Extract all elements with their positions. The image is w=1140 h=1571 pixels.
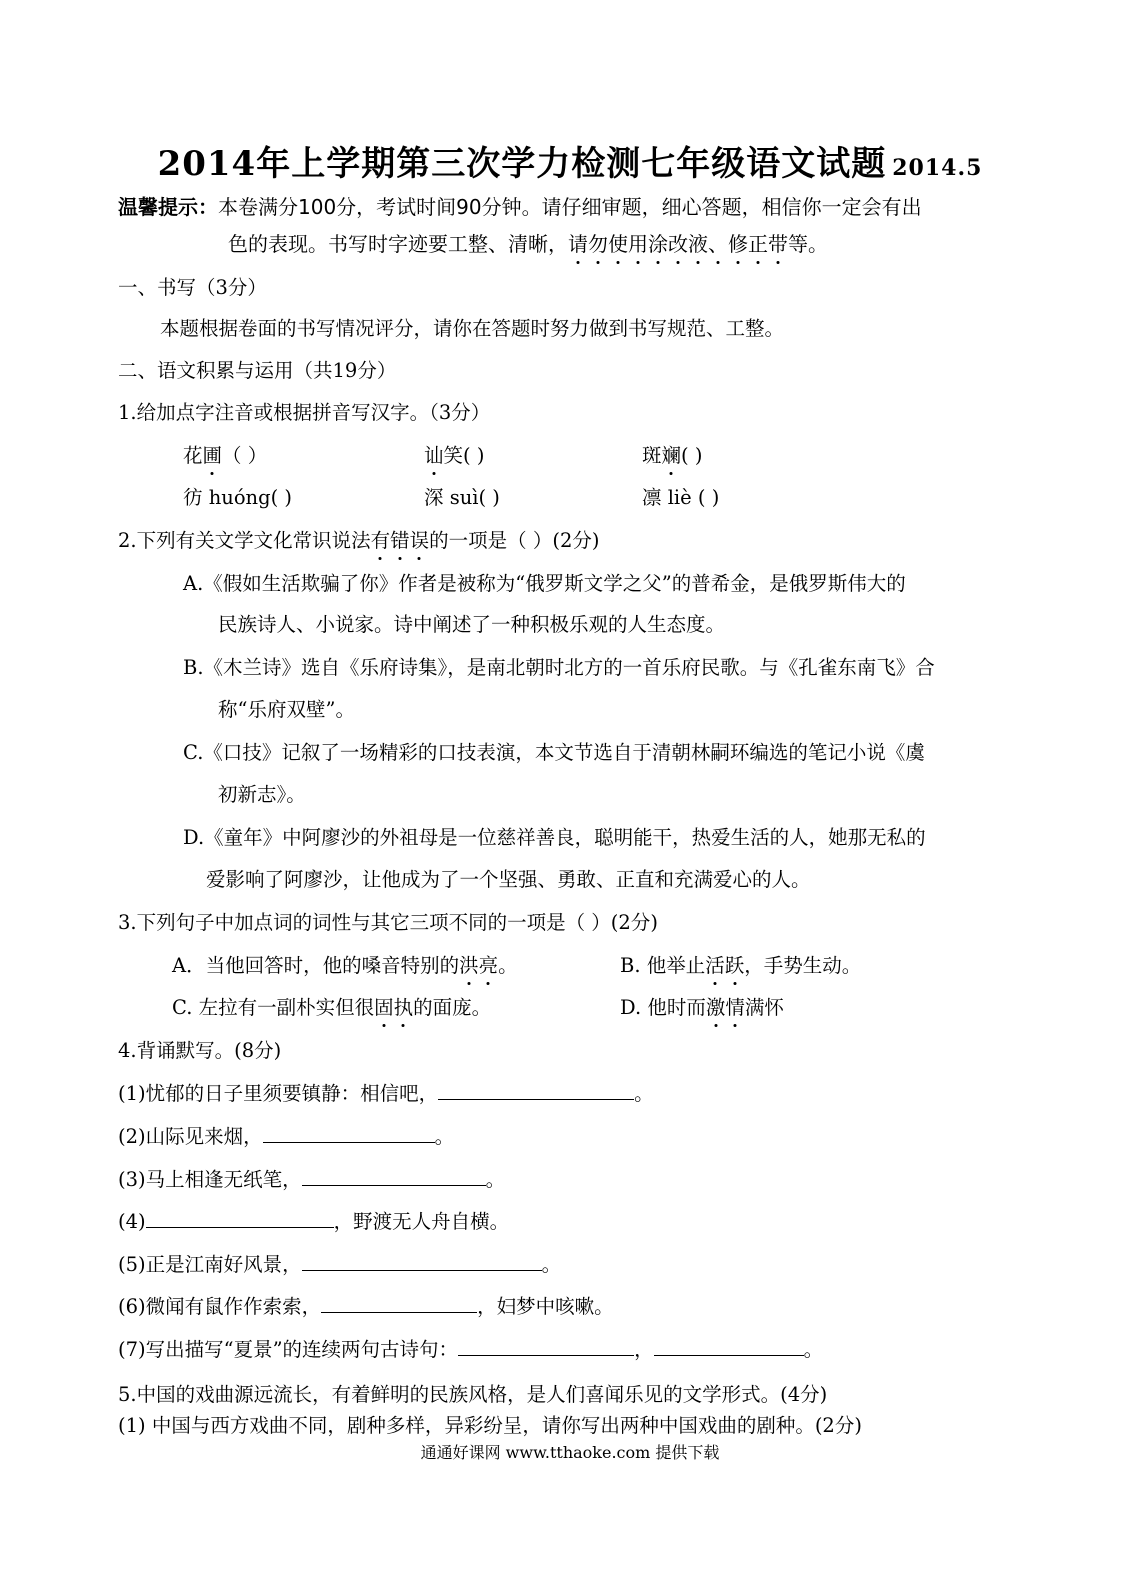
q1-stem: 1.给加点字注音或根据拼音写汉字。（3分） (118, 401, 491, 424)
q5-sub-1: (1) 中国与西方戏曲不同，剧种多样，异彩纷呈，请你写出两种中国戏曲的剧种。(2分) (118, 1414, 862, 1437)
q3-option-a: A．当他回答时，他的嗓音特别的洪亮。 (172, 950, 518, 978)
q4-line-7: (7)写出描写“夏景”的连续两句古诗句： ， 。 (118, 1338, 824, 1361)
q3-option-b: B. 他举止活跃，手势生动。 (620, 950, 861, 978)
tip-line-2: 色的表现。书写时字迹要工整、清晰，请勿使用涂改液、修正带等。 (228, 228, 828, 257)
answer-blank[interactable] (458, 1337, 634, 1356)
q3-option-c: C. 左拉有一副朴实但很固执的面庞。 (172, 992, 491, 1020)
q2-option-a-1: A.《假如生活欺骗了你》作者是被称为“俄罗斯文学之父”的普希金，是俄罗斯伟大的 (183, 572, 906, 595)
q1-item-5: 深 suì( ) (424, 486, 500, 509)
q4-line-5: (5)正是江南好风景， 。 (118, 1253, 562, 1276)
q1-item-2: 讪笑( ) (424, 440, 484, 468)
q4-line-6: (6)微闻有鼠作作索索， ，妇梦中咳嗽。 (118, 1295, 614, 1318)
q4-line-3: (3)马上相逢无纸笔， 。 (118, 1168, 506, 1191)
q4-line-2: (2)山际见来烟， 。 (118, 1125, 455, 1148)
q4-stem: 4.背诵默写。(8分) (118, 1039, 282, 1062)
q2-option-a-2: 民族诗人、小说家。诗中阐述了一种积极乐观的人生态度。 (218, 613, 726, 636)
answer-blank[interactable] (263, 1124, 435, 1143)
q1-item-6: 凛 liè ( ) (642, 486, 720, 509)
q1-item-3: 斑斓( ) (642, 440, 702, 468)
q1-item-4: 彷 huóng( ) (183, 486, 293, 509)
q2-option-d-1: D.《童年》中阿廖沙的外祖母是一位慈祥善良，聪明能干，热爱生活的人，她那无私的 (183, 826, 926, 849)
answer-blank[interactable] (302, 1167, 486, 1186)
answer-blank[interactable] (146, 1209, 334, 1228)
q2-option-c-1: C.《口技》记叙了一场精彩的口技表演，本文节选自于清朝林嗣环编选的笔记小说《虞 (183, 741, 925, 764)
tip-line-1: 温馨提示：本卷满分100分，考试时间90分钟。请仔细审题，细心答题，相信你一定会有出 (118, 195, 922, 219)
answer-blank[interactable] (438, 1081, 634, 1100)
answer-blank[interactable] (302, 1252, 542, 1271)
q3-b-dotted: 活跃 (705, 954, 744, 977)
section2-heading: 二、语文积累与运用（共19分） (118, 359, 397, 382)
answer-blank[interactable] (321, 1294, 477, 1313)
q3-a-dotted: 洪亮 (459, 954, 498, 977)
q3-c-dotted: 固执 (374, 996, 413, 1019)
section1-desc: 本题根据卷面的书写情况评分，请你在答题时努力做到书写规范、工整。 (160, 317, 785, 340)
section1-heading: 一、书写（3分） (118, 276, 267, 299)
exam-title-main: 2014年上学期第三次学力检测七年级语文试题 (157, 144, 887, 184)
answer-blank[interactable] (654, 1337, 804, 1356)
q4-line-1: (1)忧郁的日子里须要镇静：相信吧， 。 (118, 1082, 654, 1105)
q5-stem: 5.中国的戏曲源远流长，有着鲜明的民族风格，是人们喜闻乐见的文学形式。(4分) (118, 1383, 828, 1406)
q3-stem: 3.下列句子中加点词的词性与其它三项不同的一项是（ ）(2分) (118, 911, 658, 934)
tip-dotted-text: 请勿使用涂改液、修正带 (568, 232, 788, 256)
q3-option-d: D. 他时而激情满怀 (620, 992, 784, 1020)
q4-line-4: (4) ，野渡无人舟自横。 (118, 1210, 510, 1233)
tip-label: 温馨提示： (118, 195, 218, 219)
exam-date: 2014.5 (892, 155, 983, 181)
exam-title (0, 136, 1140, 185)
q2-option-b-2: 称“乐府双壁”。 (218, 698, 355, 721)
page-footer: 通通好课网 www.tthaoke.com 提供下载 (420, 1443, 720, 1462)
q2-option-d-2: 爱影响了阿廖沙，让他成为了一个坚强、勇敢、正直和充满爱心的人。 (206, 868, 811, 891)
q2-dotted: 有错误 (371, 529, 430, 552)
q2-option-b-1: B.《木兰诗》选自《乐府诗集》，是南北朝时北方的一首乐府民歌。与《孔雀东南飞》合 (183, 656, 935, 679)
q1-item-1: 花圃（ ） (183, 440, 267, 468)
q3-d-dotted: 激情 (706, 996, 745, 1019)
q2-stem: 2.下列有关文学文化常识说法有错误的一项是（ ）(2分) (118, 525, 599, 553)
q2-option-c-2: 初新志》。 (218, 783, 306, 806)
